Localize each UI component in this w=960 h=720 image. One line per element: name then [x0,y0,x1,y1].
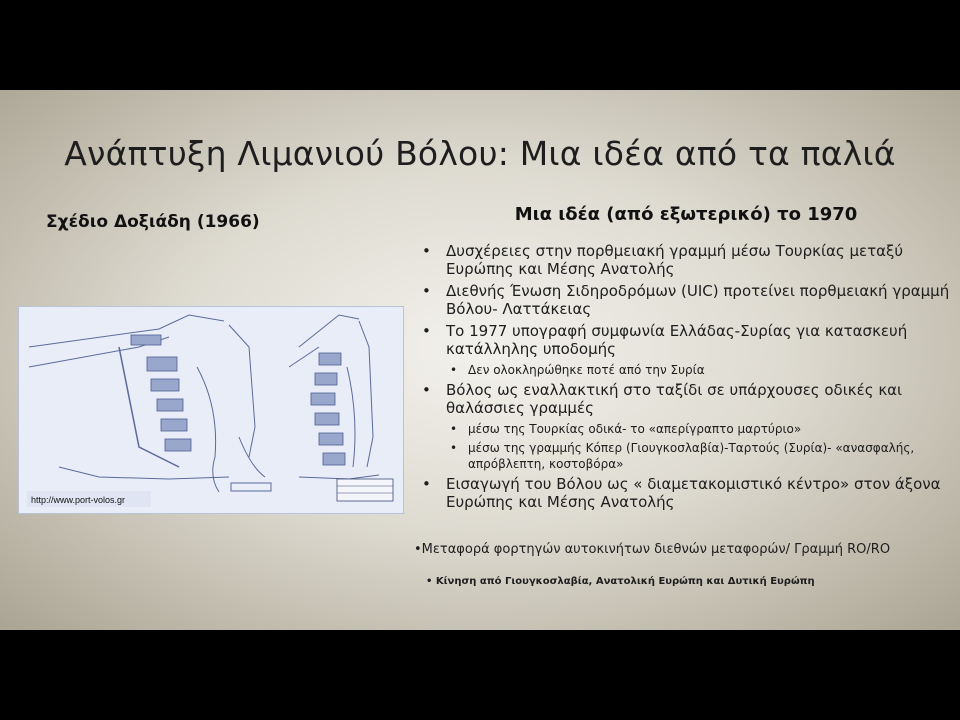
port-plan-image [18,306,404,514]
sub-bullet-item: • Δεν ολοκληρώθηκε ποτέ από την Συρία [416,362,952,378]
right-heading: Μια ιδέα (από εξωτερικό) το 1970 [514,204,858,225]
sub-bullet-item: • μέσω της γραμμής Κόπερ (Γιουγκοσλαβία)-Ταρτούς (Συρία)- «ανασφαλής, απρόβλεπτη, κοστοβόρα» [416,440,952,472]
bullet-list [416,242,952,515]
sub-bullet-item: • μέσω της Τουρκίας οδικά- το «απερίγραπτο μαρτύριο» [416,421,952,437]
bullet-item: • Διεθνής Ένωση Σιδηροδρόμων (UIC) προτείνει πορθμειακή γραμμή Βόλου- Λαττάκειας [416,282,952,318]
bullet-item: • Το 1977 υπογραφή συμφωνία Ελλάδας-Συρίας για κατασκευή κατάλληλης υποδομής [416,322,952,358]
port-plan-drawing [19,307,403,513]
image-caption: http://www.port-volos.gr [31,495,126,505]
slide [0,90,960,630]
extra-line-ro-ro: •Μεταφορά φορτηγών αυτοκινήτων διεθνών μεταφορών/ Γραμμή RO/RO [414,542,891,557]
left-heading: Σχέδιο Δοξιάδη (1966) [46,212,260,232]
bullet-item: • Βόλος ως εναλλακτική στο ταξίδι σε υπάρχουσες οδικές και θαλάσσιες γραμμές [416,381,952,417]
bullet-item: • Δυσχέρειες στην πορθμειακή γραμμή μέσω Τουρκίας μεταξύ Ευρώπης και Μέσης Ανατολής [416,242,952,278]
slide-title: Ανάπτυξη Λιμανιού Βόλου: Μια ιδέα από τα παλιά [64,134,896,173]
bullet-item: • Εισαγωγή του Βόλου ως « διαμετακομιστικό κέντρο» στον άξονα Ευρώπης και Μέσης Ανατολής [416,475,952,511]
extra-line-traffic: • Κίνηση από Γιουγκοσλαβία, Ανατολική Ευρώπη και Δυτική Ευρώπη [426,576,815,587]
